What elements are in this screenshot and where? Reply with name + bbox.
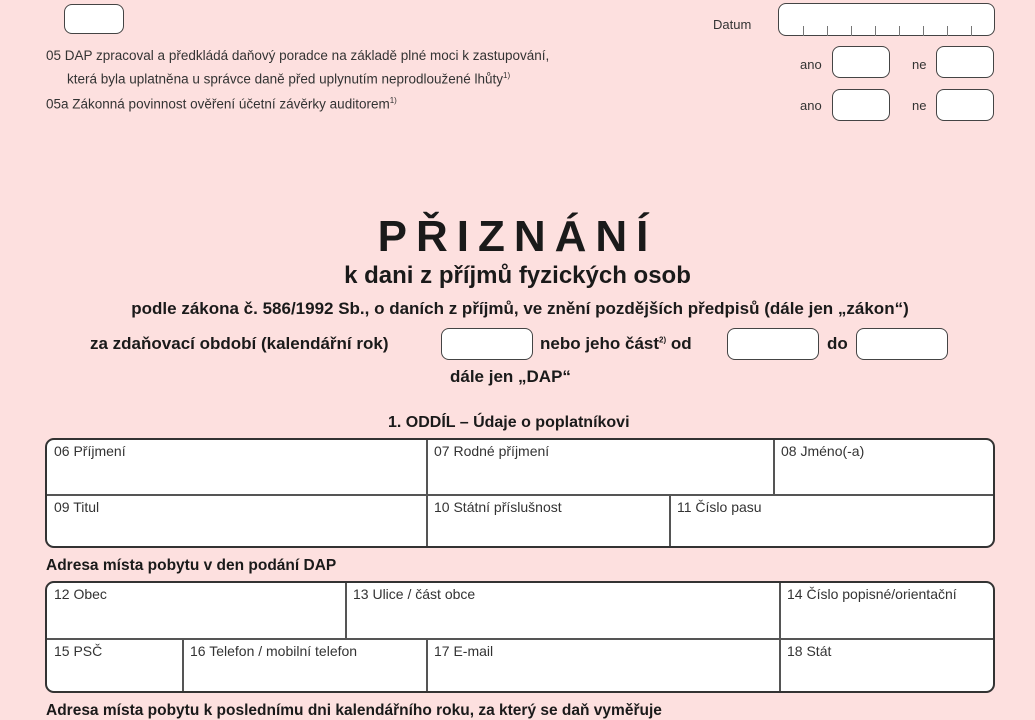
field-07-label: 07 Rodné příjmení	[434, 443, 550, 459]
datum-tick	[875, 26, 876, 36]
field-08-first-name[interactable]	[774, 440, 995, 494]
row05-line2: která byla uplatněna u správce daně před uplynutím neprodloužené lhůty	[67, 71, 504, 87]
field-16-label: 16 Telefon / mobilní telefon	[190, 643, 358, 659]
row05-no-box[interactable]	[936, 46, 994, 78]
field-10-citizenship[interactable]	[427, 496, 669, 548]
field-06-surname[interactable]	[47, 440, 426, 494]
address2-heading: Adresa místa pobytu k poslednímu dni kalendářního roku, za který se daň vyměřuje	[46, 702, 662, 719]
page-subtitle: k dani z příjmů fyzických osob	[344, 262, 691, 289]
row05a-no-box[interactable]	[936, 89, 994, 121]
field-10-label: 10 Státní příslušnost	[434, 499, 562, 515]
field-07-birth-surname[interactable]	[427, 440, 773, 494]
field-14-label: 14 Číslo popisné/orientační	[787, 586, 957, 602]
field-11-passport[interactable]	[670, 496, 995, 548]
law-line: podle zákona č. 586/1992 Sb., o daních z příjmů, ve znění pozdějších předpisů (dále jen „zákon“)	[131, 299, 909, 318]
row05a-yes-label: ano	[800, 98, 822, 113]
field-08-label: 08 Jméno(-a)	[781, 443, 865, 459]
row05-yes-label: ano	[800, 57, 822, 72]
row05a-sup: 1)	[389, 96, 397, 105]
datum-input[interactable]	[778, 3, 995, 36]
field-18-label: 18 Stát	[787, 643, 832, 659]
datum-tick	[923, 26, 924, 36]
datum-tick	[947, 26, 948, 36]
section1-heading: 1. ODDÍL – Údaje o poplatníkovi	[388, 414, 630, 431]
datum-tick	[851, 26, 852, 36]
page-title: PŘIZNÁNÍ	[377, 212, 658, 261]
row05-yes-box[interactable]	[832, 46, 890, 78]
address-heading: Adresa místa pobytu v den podání DAP	[46, 557, 337, 574]
row05-line2-wrap	[46, 66, 549, 90]
field-09-label: 09 Titul	[54, 499, 100, 515]
row05a-label: 05a Zákonná povinnost ověření účetní závěrky auditorem	[46, 96, 390, 112]
field-15-label: 15 PSČ	[54, 643, 103, 659]
period-to: do	[827, 334, 848, 353]
datum-tick	[827, 26, 828, 36]
row05-sup: 1)	[503, 71, 511, 80]
datum-tick	[803, 26, 804, 36]
datum-label: Datum	[713, 17, 752, 32]
period-from: od	[670, 334, 692, 353]
field-18-country[interactable]	[780, 640, 995, 693]
field-09-title[interactable]	[47, 496, 426, 548]
field-13-street[interactable]	[346, 583, 779, 638]
row05a-text	[46, 96, 397, 112]
datum-tick	[971, 26, 972, 36]
row05-line1: 05 DAP zpracoval a předkládá daňový poradce na základě plné moci k zastupování,	[46, 48, 550, 63]
field-17-label: 17 E-mail	[434, 643, 494, 659]
period-sup: 2)	[659, 335, 667, 345]
field-15-postal-code[interactable]	[47, 640, 182, 693]
period-from-input[interactable]	[727, 328, 819, 360]
row05a-no-label: ne	[912, 98, 927, 113]
datum-tick	[899, 26, 900, 36]
row05-text	[46, 46, 549, 90]
section1-table	[45, 438, 995, 548]
field-16-phone[interactable]	[183, 640, 426, 693]
period-mid-wrap	[540, 334, 692, 354]
top-left-input[interactable]	[64, 4, 124, 34]
period-to-input[interactable]	[856, 328, 948, 360]
field-14-house-number[interactable]	[780, 583, 995, 638]
period-year-input[interactable]	[441, 328, 533, 360]
period-mid: nebo jeho část	[540, 334, 660, 353]
field-06-label: 06 Příjmení	[54, 443, 126, 459]
field-12-city[interactable]	[47, 583, 345, 638]
period-prefix: za zdaňovací období (kalendářní rok)	[90, 334, 389, 353]
field-11-label: 11 Číslo pasu	[677, 499, 762, 515]
field-13-label: 13 Ulice / část obce	[353, 586, 476, 602]
field-12-label: 12 Obec	[54, 586, 107, 602]
address-table	[45, 581, 995, 693]
field-17-email[interactable]	[427, 640, 779, 693]
dap-label: dále jen „DAP“	[450, 367, 571, 386]
row05-no-label: ne	[912, 57, 927, 72]
row05a-yes-box[interactable]	[832, 89, 890, 121]
